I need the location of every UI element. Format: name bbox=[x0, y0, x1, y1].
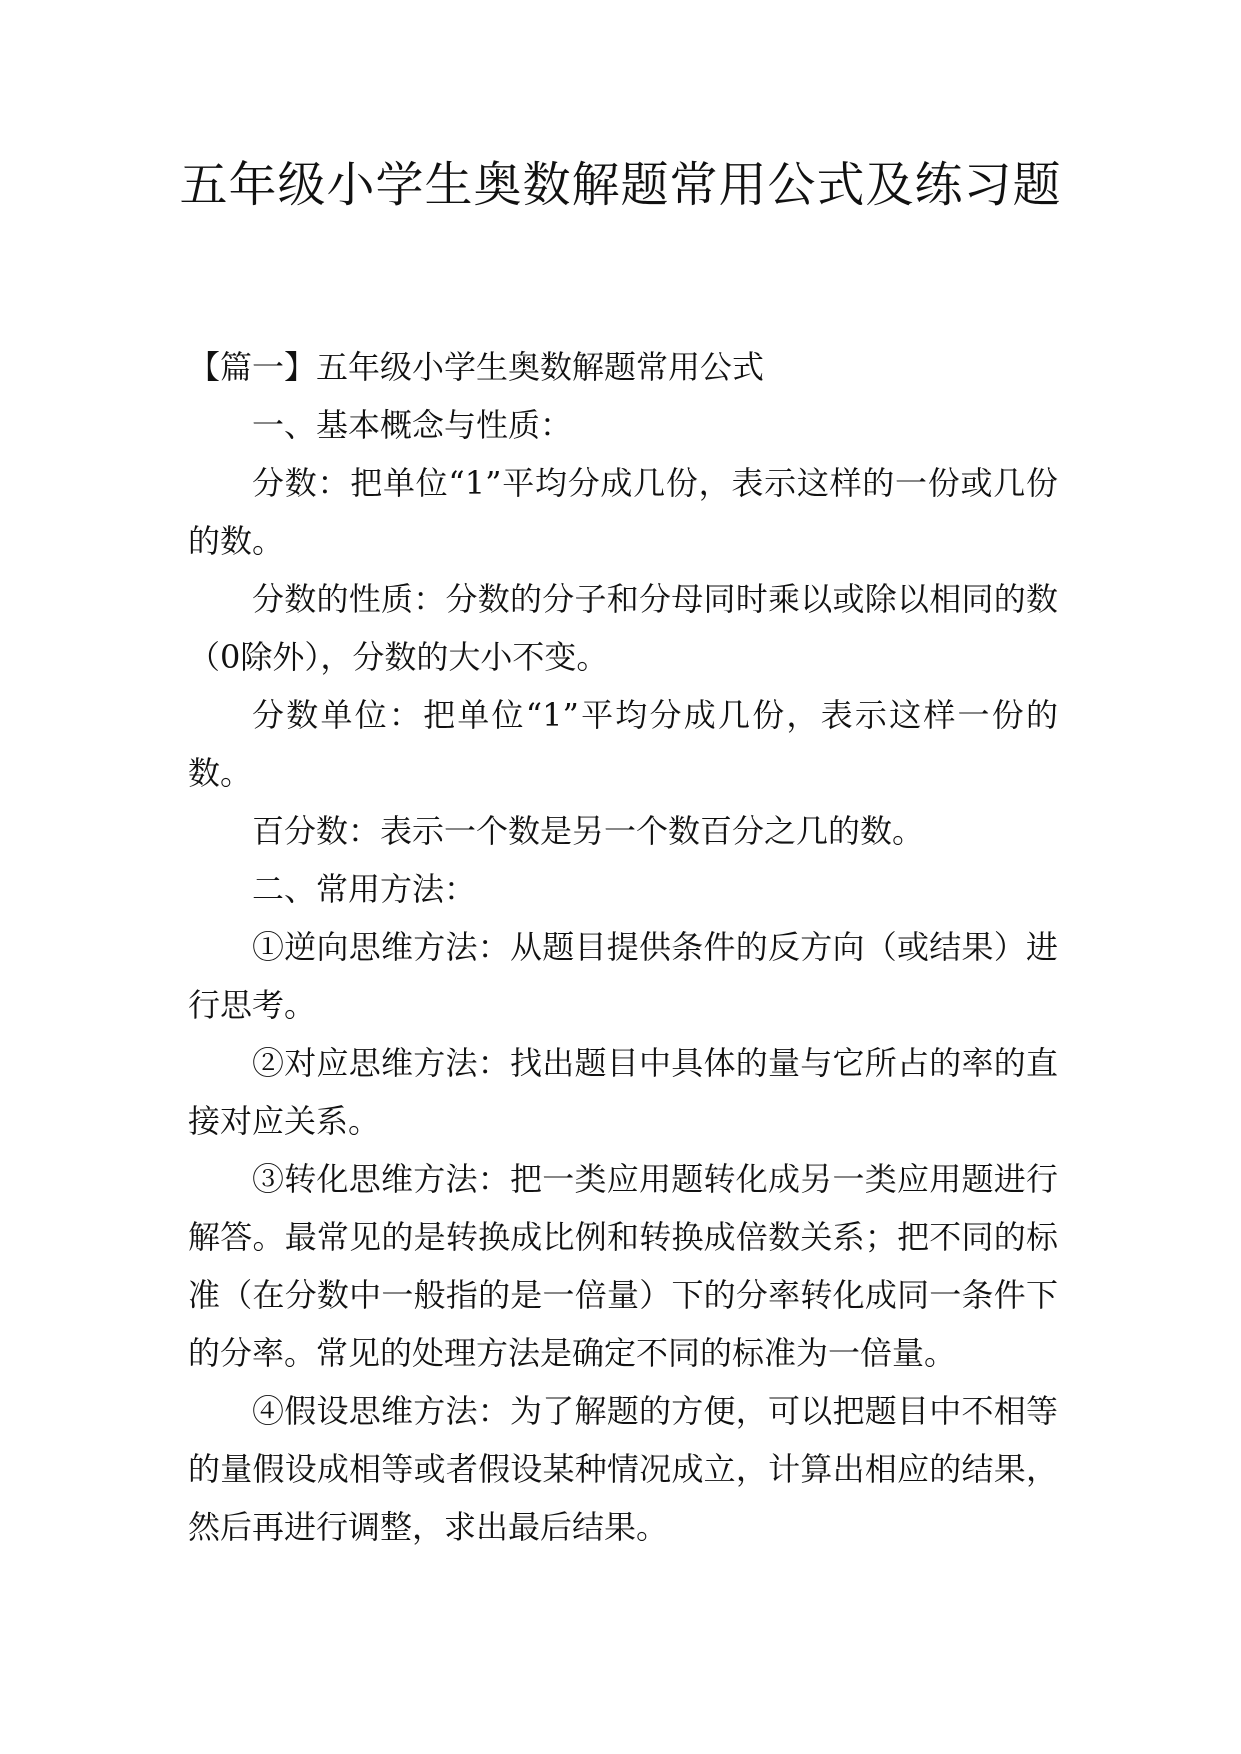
paragraph-reverse-thinking: ①逆向思维方法：从题目提供条件的反方向（或结果）进行思考。 bbox=[188, 928, 1058, 1024]
heading-basic-concepts: 一、基本概念与性质： bbox=[252, 406, 573, 444]
paragraph-assumption-thinking: ④假设思维方法：为了解题的方便，可以把题目中不相等的量假设成相等或者假设某种情况成立，计算出相应的结果，然后再进行调整，求出最后结果。 bbox=[188, 1392, 1058, 1546]
paragraph-percentage: 百分数：表示一个数是另一个数百分之几的数。 bbox=[252, 812, 925, 850]
paragraph-fraction-definition: 分数：把单位“1”平均分成几份，表示这样的一份或几份的数。 bbox=[188, 464, 1058, 560]
paragraph-fraction-property: 分数的性质：分数的分子和分母同时乘以或除以相同的数（0除外），分数的大小不变。 bbox=[188, 580, 1058, 676]
document-title: 五年级小学生奥数解题常用公式及练习题 bbox=[179, 157, 1062, 213]
section-heading: 【篇一】五年级小学生奥数解题常用公式 bbox=[188, 348, 765, 386]
document-body bbox=[188, 338, 1058, 1556]
paragraph-fraction-unit: 分数单位：把单位“1”平均分成几份，表示这样一份的数。 bbox=[188, 696, 1058, 792]
paragraph-correspondence-thinking: ②对应思维方法：找出题目中具体的量与它所占的率的直接对应关系。 bbox=[188, 1044, 1058, 1140]
paragraph-transformation-thinking: ③转化思维方法：把一类应用题转化成另一类应用题进行解答。最常见的是转换成比例和转换成倍数关系；把不同的标准（在分数中一般指的是一倍量）下的分率转化成同一条件下的分率。常见的处理方法是确定不同的标准为一倍量。 bbox=[188, 1160, 1058, 1372]
heading-common-methods: 二、常用方法： bbox=[252, 870, 477, 908]
